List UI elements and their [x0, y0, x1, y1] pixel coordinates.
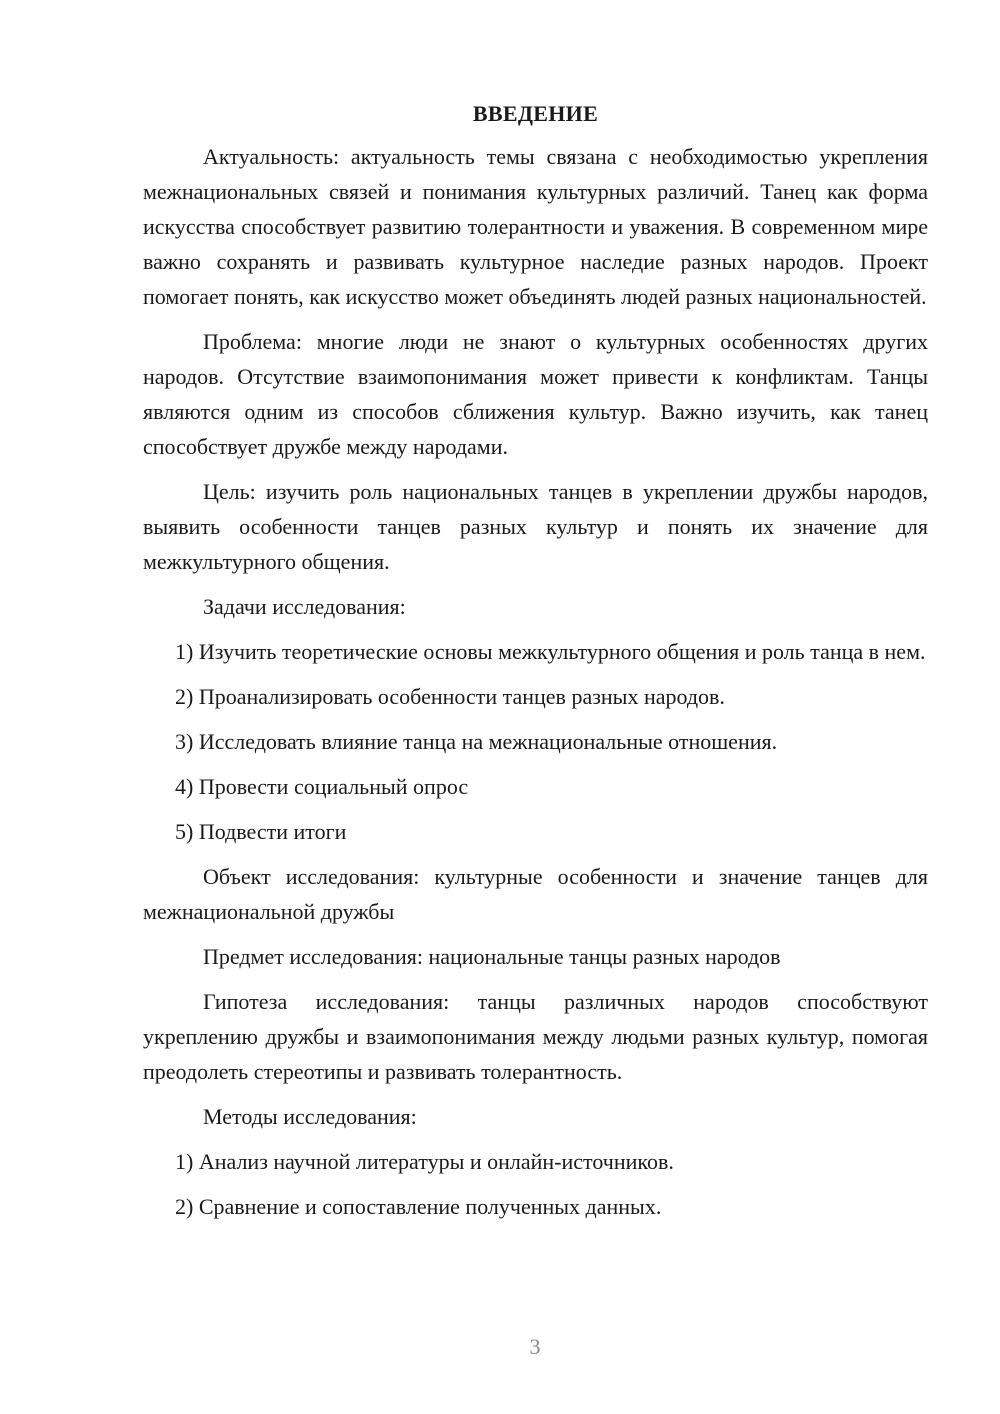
task-item-4: 4) Провести социальный опрос: [175, 774, 469, 799]
method-item-1: 1) Анализ научной литературы и онлайн-источников.: [175, 1149, 674, 1174]
task-item-2: 2) Проанализировать особенности танцев разных народов.: [175, 684, 725, 709]
paragraph-hypothesis: Гипотеза исследования: танцы различных народов способствуют укреплению дружбы и взаимопонимания между людьми разных культур, помогая преодолеть стереотипы и развивать толерантность.: [143, 989, 928, 1084]
method-item-2: 2) Сравнение и сопоставление полученных данных.: [175, 1194, 662, 1219]
page-title: ВВЕДЕНИЕ: [472, 101, 599, 126]
tasks-heading: Задачи исследования:: [203, 594, 406, 619]
paragraph-goal: Цель: изучить роль национальных танцев в укреплении дружбы народов, выявить особенности танцев разных культур и понять их значение для межкультурного общения.: [143, 479, 928, 574]
paragraph-object: Объект исследования: культурные особенности и значение танцев для межнациональной дружбы: [143, 864, 928, 924]
task-item-3: 3) Исследовать влияние танца на межнациональные отношения.: [175, 729, 778, 754]
document-page: [143, 96, 928, 1234]
page-number: 3: [529, 1334, 541, 1359]
methods-heading: Методы исследования:: [203, 1104, 417, 1129]
task-item-5: 5) Подвести итоги: [175, 819, 347, 844]
paragraph-problem: Проблема: многие люди не знают о культурных особенностях других народов. Отсутствие взаимопонимания может привести к конфликтам. Танцы являются одним из способов сближения культур. Важно изучить, как танец способствует дружбе между народами.: [143, 329, 928, 459]
paragraph-subject: Предмет исследования: национальные танцы разных народов: [203, 944, 781, 969]
task-item-1: 1) Изучить теоретические основы межкультурного общения и роль танца в нем.: [175, 639, 926, 664]
paragraph-relevance: Актуальность: актуальность темы связана с необходимостью укрепления межнациональных связей и понимания культурных различий. Танец как форма искусства способствует развитию толерантности и уважения. В современном мире важно сохранять и развивать культурное наследие разных народов. Проект помогает понять, как искусство может объединять людей разных национальностей.: [143, 144, 928, 309]
